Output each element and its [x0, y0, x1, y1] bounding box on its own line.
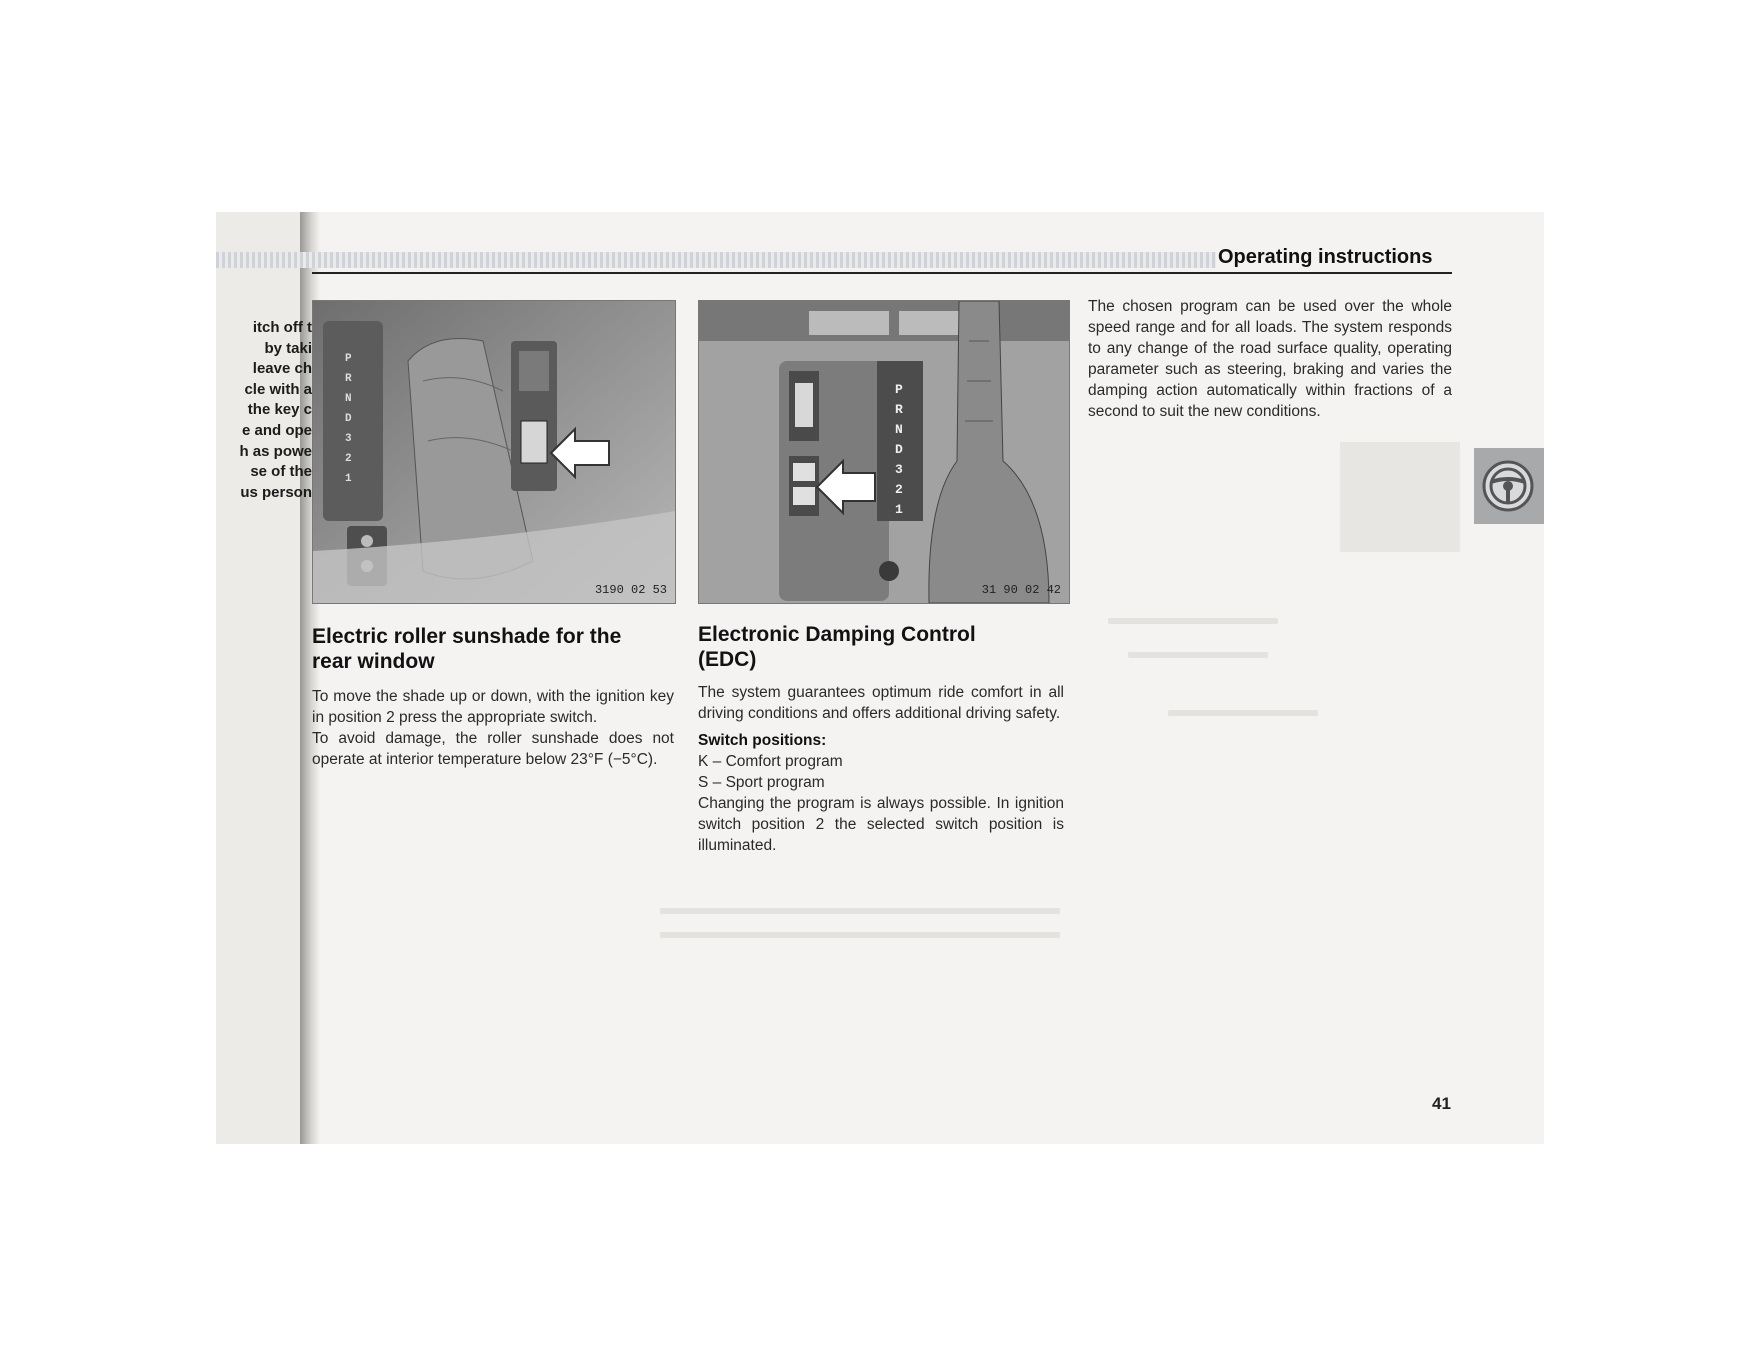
- svg-text:3: 3: [345, 433, 352, 445]
- svg-text:R: R: [895, 402, 903, 417]
- fragment-line: leave ch: [252, 360, 312, 378]
- heading-line: Electronic Damping Control: [698, 623, 976, 646]
- fragment-line: the key c: [247, 401, 312, 419]
- edc-heading: [698, 622, 1078, 672]
- svg-text:1: 1: [895, 502, 903, 517]
- fragment-line: by taki: [264, 339, 312, 357]
- sunshade-body: [312, 686, 674, 770]
- edc-continuation: [1088, 296, 1452, 422]
- svg-text:2: 2: [895, 482, 903, 497]
- svg-text:N: N: [345, 393, 352, 405]
- switch-positions-heading: Switch positions:: [698, 732, 827, 749]
- figure-code: 31 90 02 42: [981, 583, 1061, 597]
- fragment-line: cle with a: [244, 380, 312, 398]
- steering-wheel-icon: [1474, 448, 1544, 524]
- paragraph: The system guarantees optimum ride comfort in all driving conditions and offers additional driving safety.: [698, 684, 1064, 722]
- chapter-tab: [1474, 448, 1544, 524]
- heading-line: (EDC): [698, 648, 757, 671]
- bleed-through-line: [660, 932, 1060, 938]
- sunshade-switch-photo: [312, 300, 676, 604]
- paragraph: Changing the program is always possible. In ignition switch position 2 the selected switch position is illuminated.: [698, 795, 1064, 854]
- svg-text:R: R: [345, 373, 352, 385]
- bleed-through-table: [1340, 442, 1460, 552]
- svg-text:P: P: [895, 382, 903, 397]
- sunshade-heading: [312, 624, 682, 674]
- svg-text:P: P: [345, 353, 352, 365]
- fragment-line: se of the: [250, 463, 312, 481]
- heading-line: rear window: [312, 650, 435, 673]
- edc-switch-photo: [698, 300, 1070, 604]
- console-illustration: [699, 301, 1069, 603]
- edc-body: [698, 682, 1064, 856]
- bleed-through-line: [1108, 618, 1278, 624]
- section-header-title: Operating instructions: [1218, 246, 1433, 268]
- bleed-through-line: [660, 908, 1060, 914]
- header-rule: [312, 272, 1452, 274]
- fragment-line: h as powe: [239, 442, 312, 460]
- svg-text:D: D: [345, 413, 352, 425]
- svg-text:D: D: [895, 442, 903, 457]
- header-band: [216, 252, 1216, 268]
- bleed-through-line: [1168, 710, 1318, 716]
- left-page-fragments: [216, 318, 312, 503]
- figure-code: 3190 02 53: [594, 583, 667, 597]
- heading-line: Electric roller sunshade for the: [312, 625, 622, 648]
- paragraph: To avoid damage, the roller sunshade does not operate at interior temperature below 23°F (−5°C).: [312, 730, 674, 768]
- page-number: 41: [1432, 1094, 1451, 1113]
- paragraph: The chosen program can be used over the whole speed range and for all loads. The system responds to any change of the road surface quality, operating parameter such as steering, braking and varies the damping action automatically within fractions of a second to suit the new conditions.: [1088, 298, 1452, 420]
- svg-text:3: 3: [895, 462, 903, 477]
- switch-s: S – Sport program: [698, 774, 825, 791]
- switch-k: K – Comfort program: [698, 753, 843, 770]
- fragment-line: itch off t: [252, 319, 312, 336]
- svg-text:N: N: [895, 422, 903, 437]
- svg-text:1: 1: [345, 473, 352, 485]
- fragment-line: us person: [240, 483, 312, 501]
- paragraph: To move the shade up or down, with the ignition key in position 2 press the appropriate switch.: [312, 688, 674, 726]
- bleed-through-line: [1128, 652, 1268, 658]
- fragment-line: e and ope: [241, 421, 312, 439]
- console-illustration: [313, 301, 675, 603]
- svg-text:2: 2: [345, 453, 352, 465]
